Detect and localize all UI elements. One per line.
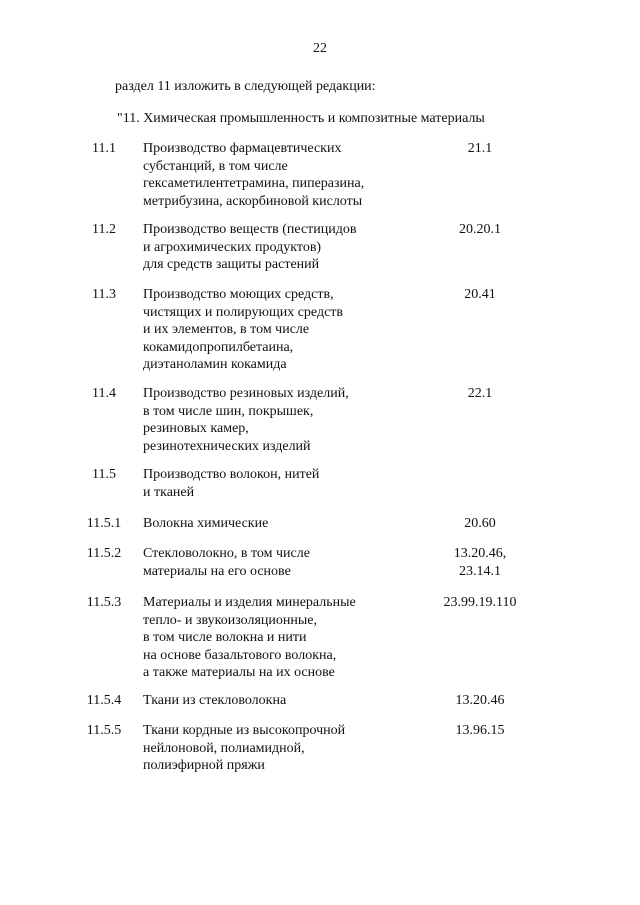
row-name-line: кокамидопропилбетаина, [143, 339, 294, 355]
row-name-line: Ткани из стекловолокна [143, 693, 287, 708]
row-code-line: 22.1 [467, 386, 493, 401]
row-name [143, 722, 413, 775]
row-number: 11.4 [92, 386, 116, 401]
row-number: 11.5.1 [86, 516, 122, 531]
row-code-line: 20.20.1 [459, 222, 501, 237]
row-code [410, 545, 550, 580]
row-number: 11.2 [92, 222, 116, 237]
row-name-line: резинотехнических изделий [143, 438, 311, 454]
row-number: 11.1 [92, 141, 116, 156]
row-code-line: 21.1 [467, 141, 493, 156]
row-code [410, 221, 550, 239]
row-code-line: 23.99.19.110 [443, 595, 517, 610]
row-name-line: Производство веществ (пестицидов [143, 222, 357, 237]
row-name-line: Производство моющих средств, [143, 287, 334, 302]
row-name-line: гексаметилентетрамина, пиперазина, [143, 176, 365, 191]
row-name-line: Материалы и изделия минеральные [143, 595, 356, 610]
row-name-line: тепло- и звукоизоляционные, [143, 612, 317, 628]
row-code [410, 722, 550, 740]
row-name-line: диэтаноламин кокамида [143, 357, 287, 372]
row-code [410, 594, 550, 612]
intro-text: раздел 11 изложить в следующей редакции: [115, 79, 376, 94]
row-code-line: 20.60 [464, 516, 496, 531]
row-name-line: метрибузина, аскорбиновой кислоты [143, 193, 363, 209]
row-name-line: нейлоновой, полиамидной, [143, 740, 305, 756]
row-code-line: 23.14.1 [459, 563, 501, 579]
row-name [143, 466, 413, 501]
row-code [410, 286, 550, 304]
row-code [410, 385, 550, 403]
row-name-line: в том числе волокна и нити [143, 630, 307, 645]
row-code-line: 13.96.15 [455, 723, 505, 738]
row-number: 11.5.3 [86, 595, 122, 610]
row-name-line: и агрохимических продуктов) [143, 239, 322, 255]
row-name [143, 692, 413, 710]
row-name-line: Ткани кордные из высокопрочной [143, 723, 346, 738]
row-number: 11.3 [92, 287, 116, 302]
row-name [143, 221, 413, 274]
row-name-line: в том числе шин, покрышек, [143, 403, 314, 419]
row-name-line: Волокна химические [143, 516, 269, 531]
page-number: 22 [313, 41, 327, 56]
row-name-line: полиэфирной пряжи [143, 758, 265, 773]
row-code [410, 692, 550, 710]
row-number: 11.5.5 [86, 723, 122, 738]
row-name-line: и тканей [143, 484, 195, 500]
row-number: 11.5.4 [86, 693, 122, 708]
row-name [143, 140, 413, 210]
row-code-line: 13.20.46, [453, 546, 507, 561]
section-title: "11. Химическая промышленность и композитные материалы [117, 111, 485, 126]
row-name-line: Производство резиновых изделий, [143, 386, 349, 401]
row-name [143, 515, 413, 533]
row-number: 11.5.2 [86, 546, 122, 561]
row-name-line: материалы на его основе [143, 563, 291, 579]
row-name-line: резиновых камер, [143, 421, 249, 436]
row-code-line: 20.41 [464, 287, 496, 302]
row-name-line: Производство фармацевтических [143, 141, 342, 156]
row-name-line: Стекловолокно, в том числе [143, 546, 310, 561]
row-name-line: на основе базальтового волокна, [143, 647, 337, 663]
row-name [143, 286, 413, 374]
row-code [410, 140, 550, 158]
row-name-line: для средств защиты растений [143, 257, 320, 272]
row-number: 11.5 [92, 467, 116, 482]
row-name-line: Производство волокон, нитей [143, 467, 320, 482]
row-name [143, 545, 413, 580]
row-name-line: и их элементов, в том числе [143, 322, 310, 337]
row-name-line: а также материалы на их основе [143, 665, 335, 680]
row-code-line: 13.20.46 [455, 693, 505, 708]
row-code [410, 515, 550, 533]
row-name-line: субстанций, в том числе [143, 158, 288, 174]
row-name [143, 594, 413, 682]
row-name [143, 385, 413, 455]
row-name-line: чистящих и полирующих средств [143, 304, 344, 320]
